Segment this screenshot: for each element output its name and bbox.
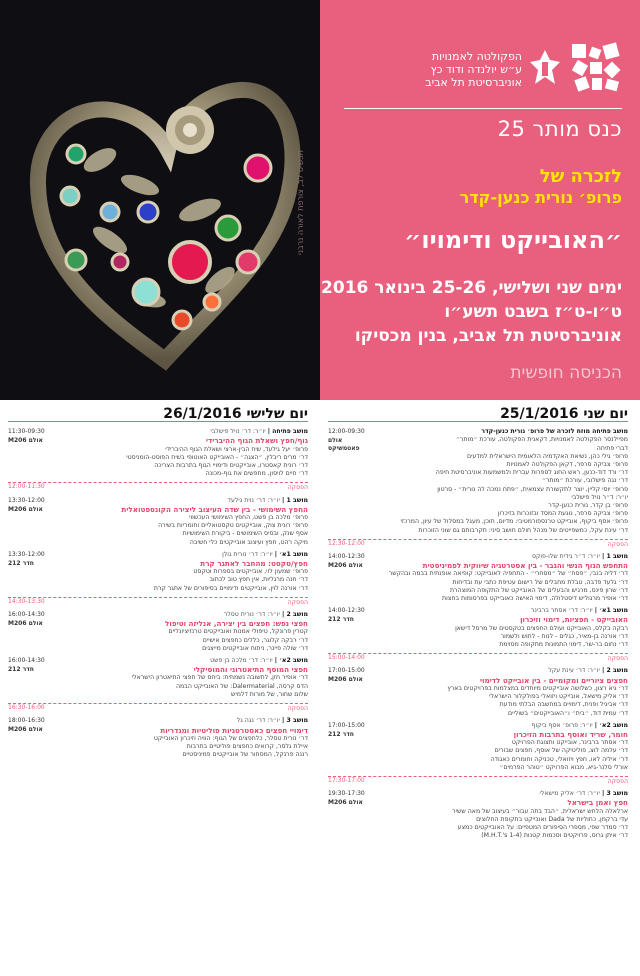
university-line: הפקולטה לאמנויות: [431, 50, 522, 63]
session-talk: דר׳ נורית טסלר, כלחפצים של הגוף: הוויה וזיכרון האובייקט: [153, 734, 308, 742]
session-name: מושב פתיחה מוזח לזכרה של פרופ׳ נורית כנען-קדר: [481, 428, 628, 436]
conference-dates: [321, 276, 622, 348]
session-time: 11:30-09:30: [8, 428, 45, 436]
session-time: 19:30-17:30: [328, 790, 365, 798]
session-talk: פרופ׳ שמעון לוי, אובייקטים בספרות וטקסט: [193, 568, 308, 576]
schedule-session: [8, 657, 308, 699]
schedule-break: [8, 597, 308, 607]
session-talk: דר׳ חנה מרגליות, אין חפץ טוב לכתוב: [209, 576, 308, 584]
schedule-session: [328, 607, 628, 649]
session-title: דימויי חפצים כאסטרטגיות פוליטיות ומגדריות: [160, 725, 308, 735]
session-talk: דר׳ גלעד פדבה, טבלת מחבלים של רישום עטיפת כתבי עת ובדיחות: [452, 578, 628, 586]
session-time: 17:00-15:00: [328, 667, 365, 675]
break-label: הפסקה: [607, 540, 628, 548]
session-title: החפץ השימושי - בין שדה העיצוב ליצירה הקונספטואלית: [121, 504, 308, 514]
schedule-session: [328, 667, 628, 717]
session-room: חדר 212: [328, 616, 354, 624]
session-chair: יו״ר: דר׳ אליק מישאלי: [539, 790, 600, 798]
day1-heading: יום שני 25/1/2016: [328, 410, 628, 422]
session-time: 17:00-15:00: [328, 721, 365, 729]
poster-header: [0, 0, 640, 400]
session-room: אולם M206: [8, 726, 43, 734]
session-talk: דר׳ סמדר שפי, מספרי הסיפורים המטפיים: על האובייקטים כמצע: [457, 823, 628, 831]
separator: |: [279, 611, 287, 619]
session-talk: דר׳ אביגיל ופנית, דימויים במחשבה הבלתי מודעת: [499, 701, 628, 709]
session-time: 13:30-12:00: [8, 550, 45, 558]
university-name: [425, 50, 522, 89]
session-talk: יו״ר: ד״ר נויל פישלבי: [571, 493, 628, 501]
separator: |: [279, 496, 287, 504]
session-header: [370, 790, 628, 798]
heart-brooch-photo: [0, 0, 320, 400]
session-title: האובייקט - חפציות, דימוי וזיכרון: [520, 615, 628, 625]
session-title: חפצים ציוריים ומקומיים - בין אובייקט לדימוי: [479, 675, 628, 685]
session-talk: דר׳ ורד דוד-כנען, ראש החוג לספרות עברית ולמשמעות אוניברסיטת חיפה: [435, 469, 628, 477]
session-talk: איילת גלסר, קרואים כחפצים פוליטיים בתרבות: [186, 742, 308, 750]
separator: |: [592, 721, 600, 729]
session-name: מושב 1א׳: [599, 607, 628, 615]
separator: |: [265, 428, 273, 436]
session-talk: דר׳ רבקה קלוגר, כללים כחפצים אישיים: [202, 636, 308, 644]
session-title: חפצי נפש: חפצים בין יצירה, אנליזה וטיפול: [165, 619, 308, 629]
university-line: ע״ש יולנדה ודוד כץ: [430, 63, 522, 76]
session-time: 16:00-14:30: [8, 657, 45, 665]
session-talk: דר׳ חיים לויסון, מחפשים את גוף-מכונה: [205, 470, 308, 478]
session-header: [50, 717, 308, 725]
session-title: חומר, שריד ואוסף בתרבות הזיכרון: [513, 729, 628, 739]
session-chair: יו״ר: ד״ר גידית שלו-פוקס: [531, 553, 600, 561]
separator: |: [272, 657, 280, 665]
session-talk: דר׳ מרים ריבלין, ״הצגה״ - האובייקט האוטופי בשיח הפוסט-הומניסטי: [126, 453, 308, 461]
session-time: 17:30-17:00: [328, 776, 365, 784]
session-chair: יו״ר: דר׳ נורית טסלר: [223, 611, 280, 619]
session-time: 13:30-12:00: [8, 496, 45, 504]
session-talk: פרופ׳ רונית צוק, אובייקטים טקסטואליים וחומריות בשירה: [158, 522, 308, 530]
session-talk: דר׳ אופיר מרגוליש דיסטלולה, דימוי האישה כאובייקט בפרסומות בחצות: [442, 595, 628, 603]
divider: [344, 108, 622, 109]
session-time: 14:00-12:30: [328, 607, 365, 615]
session-talk: דר׳ אורנה בן-מאיר, כגלים - לנוח - לתוש ולשמור: [500, 632, 628, 640]
session-talk: דר׳ עלמה לוצ, פוליטיקה של אוסף, חפצים שבורים: [494, 747, 628, 755]
session-talk: פרופ׳ יעל גילעד, שיח הבין-ארצי ושאלת הגוף ההיברידי: [165, 445, 308, 453]
schedule-break: [328, 776, 628, 786]
session-header: [50, 551, 308, 559]
session-header: [50, 497, 308, 505]
session-chair: יו״ר: דר׳ עינת עקל: [548, 667, 600, 675]
session-name: מושב 3: [286, 717, 308, 725]
session-talk: דר׳ שרון פינס, מרגיש והבעלים של האובייקט של התקופה המוצהרת: [449, 586, 628, 594]
session-talk: שלום שחור, של מורות דלמיש: [230, 690, 308, 698]
separator: |: [279, 717, 287, 725]
session-name: מושב 2: [606, 667, 628, 675]
session-time: 15:00-14:00: [328, 654, 365, 662]
faculty-logo-icon: [570, 42, 622, 94]
schedule-session: [8, 428, 308, 478]
separator: |: [599, 790, 607, 798]
day2-schedule: [8, 406, 308, 763]
separator: |: [599, 667, 607, 675]
session-header: [370, 722, 628, 730]
session-talk: פרופ׳ אסף ביקוף, אובייקט טרנספורמטיבי: מדיום, תוכן, מעגל במסלול של עיון, המרכזי: [400, 518, 628, 526]
session-chair: יו״ר: דר׳ נוית גילעד: [227, 496, 280, 504]
schedule-break: [8, 703, 308, 713]
session-chair: יו״ר: דר׳ אסתר ברבינר: [530, 607, 593, 615]
session-chair: יו״ר: דר׳ מלכה בן פשט: [210, 657, 273, 665]
session-talk: פרופ׳ גילי כהן, נשיאת האקדמיה הלאומית הישראלית למדעים: [467, 452, 628, 460]
session-talk: דר׳ אופיר חזן, לתשובה נשמתית: ביחס של חפצי התיאטרון הישראלי: [131, 674, 308, 682]
session-title: התחפש הגוף הנשי והגבר - בין אסטרטגיה שיווקית לפמיניסטית: [422, 561, 628, 571]
session-header: [370, 607, 628, 615]
session-talk: דר׳ אליק מישאל, אובייקט ויזואלי בפולקלור הישראלי: [489, 693, 628, 701]
session-title: חפצי המוסף התיאטרוני והמוסיקלי: [193, 665, 308, 675]
session-talk: קטרין פרונקל, טיפולי אמנות ואובייקטים טרנזיציונליים: [168, 628, 308, 636]
schedule-break: [328, 653, 628, 663]
session-time: 12:30-12:00: [328, 539, 365, 547]
session-talk: פרופ׳ יוסי קליין, יוצר לתקשורת עצמאית, ״פתח נמכה לה נורית״ - סרטון: [437, 485, 628, 493]
session-talk: פרופ׳ בן קדר, נורית כנען-קדר: [548, 502, 628, 510]
session-name: מושב 2א׳: [279, 657, 308, 665]
schedule-session: [328, 428, 628, 535]
session-name: מושב 2א׳: [599, 721, 628, 729]
session-talk: דר׳ נגה פישלובי, עורכת ״מותר״: [542, 477, 628, 485]
session-time: 14:30-13:30: [8, 597, 45, 605]
session-name: מושב 1: [606, 553, 628, 561]
session-talk: דר׳ איתן גרוס, פרויקטים וסכמות קטנות (M.H.T.'s 1-4): [481, 832, 628, 840]
session-header: [370, 667, 628, 675]
session-title: חפץ ואמן בישראל: [567, 798, 628, 808]
day1-rows: [328, 428, 628, 840]
session-name: מושב 3: [606, 790, 628, 798]
session-talk: דר׳ עמית דוד, ״בית״ ו״האובייקטים״ בשוליים: [507, 709, 628, 717]
session-talk: דר׳ גיא רצון, כשלושה אובייקטים מיוחדים במצלמות בפרויקטים בארץ: [447, 684, 628, 692]
session-talk: דר׳ אסתר ברבינר, אובייקט ותצוגת הפרויקט: [511, 739, 628, 747]
schedule-session: [8, 611, 308, 653]
session-room: אולם M206: [8, 620, 43, 628]
free-entry-note: הכניסה חופשית: [510, 363, 622, 383]
session-talk: דר׳ נחום בר-שר, דימוי התמונות מתקופה מסוימת: [499, 641, 628, 649]
schedule-session: [8, 551, 308, 593]
session-time: 16:00-14:30: [8, 611, 45, 619]
break-label: הפסקה: [287, 705, 308, 713]
session-talk: מיקה רהט, חפץ ועיצוב אובייקטים כלי חשיבה: [189, 538, 308, 546]
schedule-break: [328, 539, 628, 549]
session-talk: פרופ׳ צביקה סרפר, דקאן הפקולטה לאמנויות: [506, 461, 628, 469]
session-name: מושב 1א׳: [279, 550, 308, 558]
memorial-name: פרופ׳ נורית כנען-קדר: [459, 188, 622, 207]
tau-logo-icon: [528, 48, 562, 88]
schedule-session: [328, 722, 628, 772]
memorial-line: לזכרה של: [539, 166, 622, 187]
session-room: אולם M206: [328, 562, 363, 570]
session-room: אולם M206: [328, 676, 363, 684]
session-talk: דר׳ דליה בנבי, ״פסח״ של ״מסחרי״ - התחפיה לאובייקט: קופיאה אופנתית בבמה ובהקשר: [388, 570, 628, 578]
session-room: חדר 212: [328, 730, 354, 738]
break-label: הפסקה: [607, 777, 628, 785]
session-time: 16:30-16:00: [8, 704, 45, 712]
session-room: אולם M206: [328, 799, 363, 807]
session-talk: דברי פתיחה: [596, 444, 628, 452]
session-chair: יו״ר: דר׳ נגה גל: [236, 717, 280, 725]
session-chair: יו״ר: דר׳ נויל פישלבי: [210, 428, 266, 436]
schedule-break: [8, 482, 308, 492]
session-room: אולם M206: [8, 437, 43, 445]
session-room: אולם M206: [8, 505, 43, 513]
session-name: מושב פתיחה: [272, 428, 308, 436]
break-label: הפסקה: [287, 484, 308, 492]
separator: |: [592, 607, 600, 615]
session-room: אולם פאטמשיקס: [328, 437, 360, 453]
session-talk: רננה פרנקל, המסחור של אובייקטים פמיניסטיים: [182, 751, 308, 759]
session-name: מושב 1: [286, 496, 308, 504]
university-line: אוניברסיטת תל אביב: [425, 76, 522, 89]
session-talk: פרופ׳ מלכה בן פשט, החפץ השימושי העכשווי: [189, 514, 308, 522]
session-time: 18:00-16:30: [8, 717, 45, 725]
session-talk: דר׳ אורנה לוין, אובייקטים ודימויים בסיפורים של אתגר קרת: [153, 584, 308, 592]
session-title: חפץ/טקסט: מהחבר לאתגר קרת: [200, 559, 308, 569]
session-talk: הדס קרסה, Dalermaterial: של האובייקט הבמה: [176, 682, 308, 690]
conference-name: כנס מותר 25: [497, 117, 622, 141]
session-chair: יו״ר: דר׳ נורית גולן: [222, 550, 273, 558]
session-talk: דר׳ רונית קאסטרו, אובייקטים ודימויי הגוף בתרבות הצריכה: [154, 462, 308, 470]
dates-line: אוניברסיטת תל אביב, בנין מכסיקו: [354, 326, 622, 346]
separator: |: [272, 550, 280, 558]
break-label: הפסקה: [287, 598, 308, 606]
session-talk: אורלי סלנר-גיא, מבוא הפרויקט ״טוהר הפרמים״: [499, 763, 628, 771]
session-name: מושב 2: [286, 611, 308, 619]
session-room: חדר 212: [8, 559, 34, 567]
session-talk: רבקה בקלס, האובייקט ועולם החפצים בטקסטים של מרסל דישאן: [455, 624, 628, 632]
session-talk: עדי ברקמן, כחוליות של Dada ואובייקט בתקופת החלוצים: [476, 815, 628, 823]
dates-line: ימים שני ושלישי, 25-26 בינואר 2016: [321, 278, 622, 298]
schedule-session: [8, 497, 308, 547]
session-header: [50, 611, 308, 619]
session-talk: אסף שנק, ובסיס השימושים - ביקורת השימושיות: [182, 530, 308, 538]
break-label: הפסקה: [607, 655, 628, 663]
schedule-session: [328, 790, 628, 840]
day2-heading: יום שלישי 26/1/2016: [8, 410, 308, 422]
session-talk: מפיילנסר הפקולטה לאמנויות, דקאנית הפקולטה, עורכת ״מותר״: [456, 436, 628, 444]
session-time: 14:00-12:30: [328, 553, 365, 561]
session-time: 12:00-09:30: [328, 428, 365, 436]
day1-schedule: [328, 406, 628, 844]
separator: |: [599, 553, 607, 561]
heart-brooch-image: [0, 0, 320, 400]
photo-caption: תכשיט לב, צורפת לאורה נרבני: [296, 150, 305, 255]
session-room: חדר 212: [8, 666, 34, 674]
conference-title: ״האובייקט ודימויו״: [404, 226, 622, 254]
session-chair: יו״ר: פרופ׳ אסף ביקוף: [531, 721, 593, 729]
session-talk: דר׳ איליה לאו, חפץ ויזואלי, טכניקה וחומרים כאגודה: [490, 755, 628, 763]
day2-rows: [8, 428, 308, 759]
session-header: [370, 553, 628, 561]
session-header: [50, 657, 308, 665]
schedule-session: [8, 717, 308, 759]
session-header: [370, 428, 628, 436]
session-talk: דר׳ עינת עקל, כמשפייטים של מנהל חולם חושב סיני: תקרבותם גם שוני הזוכרות: [418, 526, 628, 534]
session-talk: פרופ׳ צביקה סרפר, נוגעת המסד ובזוכרות בזיכרון: [497, 510, 628, 518]
schedule-session: [328, 553, 628, 603]
session-header: [50, 428, 308, 436]
session-talk: ארלאלה הלחש ישראלית, ״הבד בתה עבור״ בעיצוב של מאה ששיר: [452, 807, 628, 815]
dates-line: ט״ו-ט״ז בשבט תשע״ו: [444, 302, 622, 322]
session-time: 12:00-11:30: [8, 483, 45, 491]
session-talk: דר׳ שולה פיינר, ניתוח אובייקטים מייצגים: [202, 644, 308, 652]
session-title: גוף/חפץ ושאלת הגוף ההיברידי: [205, 436, 308, 446]
